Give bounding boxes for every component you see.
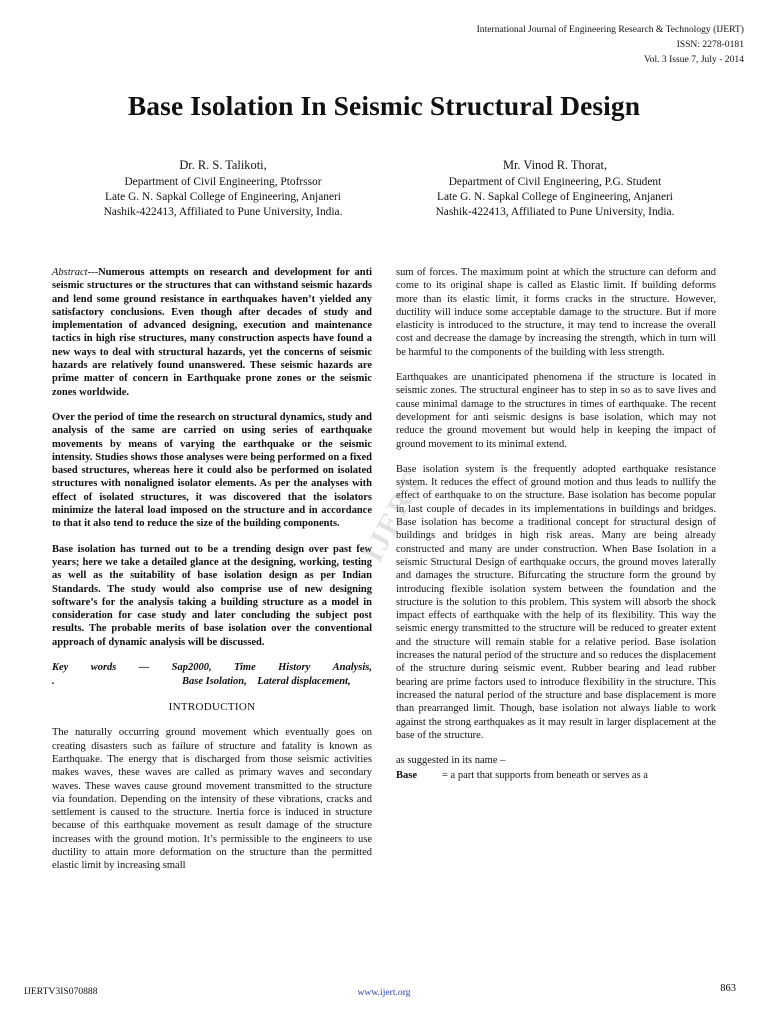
journal-volume: Vol. 3 Issue 7, July - 2014 <box>643 54 744 65</box>
abstract-paragraph <box>52 266 372 399</box>
footer-url[interactable]: www.ijert.org <box>357 987 411 998</box>
author-affiliation: Late G. N. Sapkal College of Engineering, Anjaneri <box>105 191 341 203</box>
watermark: IJERT <box>355 466 431 568</box>
keyword-token: Sap2000, <box>171 662 212 674</box>
author-block-1 <box>58 158 388 220</box>
keyword-token: Time <box>233 662 256 674</box>
body-paragraph: sum of forces. The maximum point at which the structure can deform and come to its original shape is called as Elastic limit. If building deforms more than its elastic limit, it forms cracks in the structure. However, ductility will induce some acceptable damage to the structure. But if more elasticity is introduced to the structure, it may tend to increase the overall cost and decrease the damage by increasing the strength, which in turn will be harmful to the components of the building with less strength. <box>396 267 716 358</box>
left-column <box>52 266 372 885</box>
keyword-token: History <box>278 662 311 674</box>
author-block-2 <box>390 158 720 220</box>
keyword-token: Base Isolation, <box>182 676 247 688</box>
author-affiliation: Nashik-422413, Affiliated to Pune University, India. <box>103 206 343 218</box>
keyword-token: Analysis, <box>332 662 372 674</box>
abstract-label: Abstract--- <box>52 267 99 278</box>
body-paragraph: Earthquakes are unanticipated phenomena if the structure is located in seismic zones. The structural engineer has to step in so as to save lives and cause minimal damage to the structures in times of earthquake. The recent development for anti seismic designs is base isolation, which may not reduce the ground movement but would help in keeping the impact of ground movement to its minimal extend. <box>396 372 716 450</box>
abstract-text: Numerous attempts on research and development for anti seismic structures or the structures that can withstand seismic hazards and lend some ground resistance in earthquakes haven’t yielded any satisfactory conclusions. Even though after decades of study and implementation of advanced designing, execution and maintenance tactics in high rise structures, many construction aspects have found a new ways to deal with structural hazards, yet the concerns of seismic hazards are relatively found unanswered. These seismic hazards are prime matter of concern in Earthquake prone zones or the seismic zones worldwide. <box>52 267 372 398</box>
definition-term: Base <box>396 770 417 782</box>
section-heading: INTRODUCTION <box>168 701 256 714</box>
body-paragraph: The naturally occurring ground movement which eventually goes on creating disasters such as failure of structure and fatality is known as Earthquake. The energy that is discharged from those seismic activities makes waves, these waves are called as primary waves and secondary waves. These waves cause ground movement transmitted to the structure via foundation. Depending on the intensity of these vibrations, cracks and settlement is caused to the structure. Inertia force is induced in structure because of this earthquake movement as result damage of the structure increases with the ground motion. It’s permissible to the engineers to use ductility to attain more deformation on the structure than the permitted elastic limit by increasing small <box>52 727 372 872</box>
keyword-token: Key <box>52 662 69 674</box>
keyword-token: . <box>52 676 55 688</box>
author-affiliation: Nashik-422413, Affiliated to Pune University, India. <box>435 206 675 218</box>
keyword-token: — <box>138 662 150 674</box>
author-name: Mr. Vinod R. Thorat, <box>502 158 608 172</box>
body-paragraph: as suggested in its name – <box>396 755 506 767</box>
author-affiliation: Department of Civil Engineering, P.G. Student <box>448 176 662 188</box>
journal-header <box>477 22 744 67</box>
footer-paper-id: IJERTV3IS070888 <box>24 986 98 997</box>
definition-text: = a part that supports from beneath or serves as a <box>442 770 648 782</box>
keyword-token: Lateral displacement, <box>257 676 351 688</box>
abstract-paragraph: Base isolation has turned out to be a trending design over past few years; here we take a detailed glance at the designing, working, testing as well as the suitability of base isolation design as per Indian Standards. The study would also comprise use of new designing software’s for the analysis taking a building structure as a model in consideration for case study and later concluding the subject post results. The probable merits of base isolation over the conventional approach of dynamic analysis will be discussed. <box>52 543 372 648</box>
definition-row <box>396 769 716 782</box>
keywords <box>52 661 372 689</box>
right-column <box>396 266 716 783</box>
journal-name: International Journal of Engineering Research & Technology (IJERT) <box>476 24 744 35</box>
abstract-paragraph: Over the period of time the research on structural dynamics, study and analysis of the same are carried on using series of earthquake movements by means of varying the earthquake or the seismic intensity. Studies shows those analyses were being performed on a fixed based structures, whereas here it could also be performed on isolated structures with nonaligned isolator elements. As per the analyses with effect of isolated structures, it was discovered that the isolators minimize the lateral load imposed on the structure and in accordance to that it also tend to reduce the size of the building components. <box>52 411 372 530</box>
author-affiliation: Department of Civil Engineering, Ptofrssor <box>124 176 322 188</box>
page-number: 863 <box>720 983 736 994</box>
author-affiliation: Late G. N. Sapkal College of Engineering, Anjaneri <box>437 191 673 203</box>
journal-issn: ISSN: 2278-0181 <box>676 39 744 50</box>
author-name: Dr. R. S. Talikoti, <box>179 158 267 172</box>
paper-title: Base Isolation In Seismic Structural Design <box>127 90 641 121</box>
keyword-token: words <box>90 662 117 674</box>
body-paragraph: Base isolation system is the frequently adopted earthquake resistance system. It reduces the effect of ground motion and thus leads to nullify the effect of earthquake to on the structure. Base isolation has become popular in last couple of decades in its implementations in buildings and bridges. Base isolation has become a traditional concept for structural design of buildings and bridges in high risk areas. Many are being already constructed and many are under construction. When Base Isolation in a seismic Structural Design of earthquake occurs, the ground moves laterally and damages the structure. Bifurcating the structure form the ground by introducing flexible isolation system between the foundation and the structure is the solution to this problem. This system will absorb the shock impact effects of earthquake with the help of its flexibility. This way the seismic energy transmitted to the structure will be reduced to greater extent and the structure will remain stable for a relative period. Base isolation increases the natural period of the structure and so reduces the displacement of the structure during seismic event. Rubber bearing and lead rubber bearing are prime factors used to introduce flexibility in the structure. This increased the natural period of the structure and base displacement is more than prearranged limit. Though, base isolation not always liable to work against the strong earthquakes as it may result in larger displacement at the base of the structure. <box>396 463 716 741</box>
